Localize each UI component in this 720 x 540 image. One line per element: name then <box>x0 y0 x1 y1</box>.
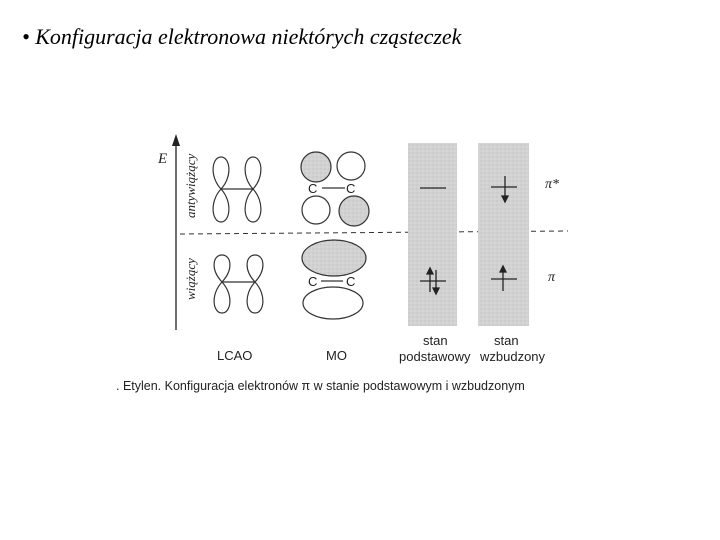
pi-label: π <box>548 270 556 285</box>
bonding-label: wiążący <box>183 258 198 300</box>
carbon-right-bonding: C <box>346 274 356 289</box>
excited-state-label-line1: stan <box>494 333 519 348</box>
antibonding-label: antywiążący <box>183 153 198 218</box>
pi-star-label: π* <box>545 177 560 192</box>
lcao-bonding-orbitals <box>214 255 263 313</box>
lcao-antibonding-orbitals <box>213 157 261 222</box>
lcao-column-label: LCAO <box>217 348 253 363</box>
excited-state-column <box>478 143 529 326</box>
carbon-left-antibonding: C <box>308 181 318 196</box>
slide-title: • Konfiguracja elektronowa niektórych cząsteczek <box>22 24 462 49</box>
energy-axis-label: E <box>158 151 168 167</box>
mo-column-label: MO <box>326 348 347 363</box>
ground-state-label-line1: stan <box>423 333 448 348</box>
energy-axis <box>172 134 180 330</box>
ground-state-column <box>408 143 457 326</box>
figure-caption: . Etylen. Konfiguracja elektronów π w stanie podstawowym i wzbudzonym <box>116 379 525 393</box>
carbon-right-antibonding: C <box>346 181 356 196</box>
ground-state-label-line2: podstawowy <box>399 349 471 364</box>
excited-state-label-line2: wzbudzony <box>480 349 546 364</box>
carbon-left-bonding: C <box>308 274 318 289</box>
